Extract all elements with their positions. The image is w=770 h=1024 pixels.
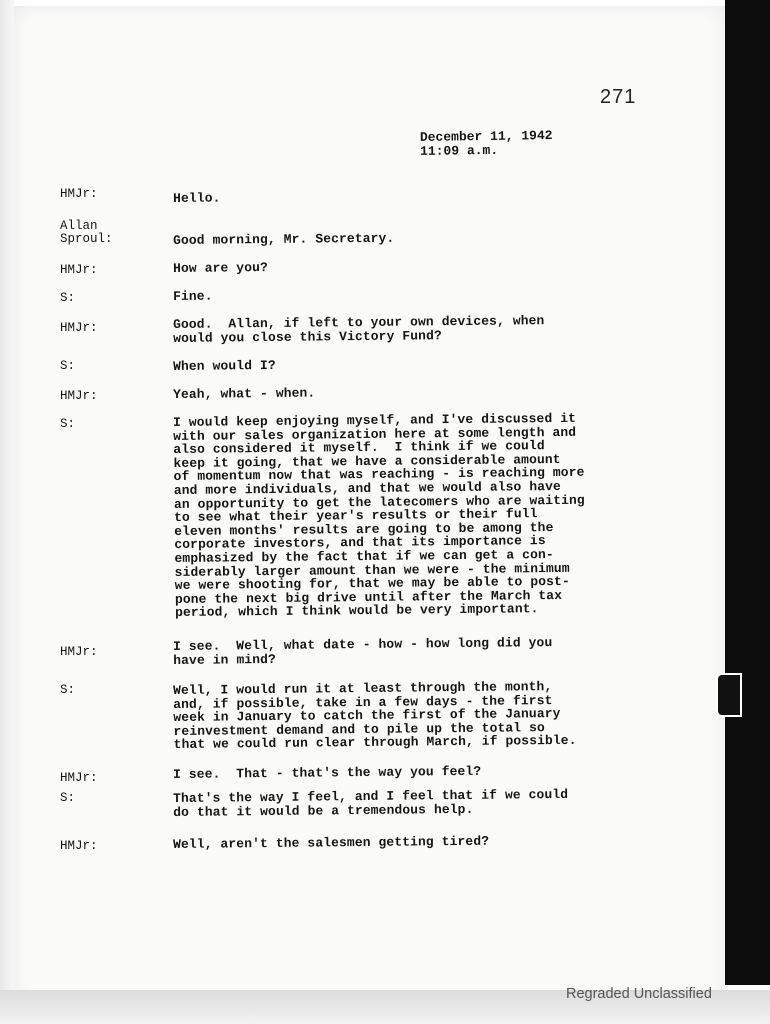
speaker-label [60, 840, 98, 853]
speaker-label-line: HMJr: [60, 645, 98, 659]
speech-text [173, 635, 673, 667]
speaker-label-line: S: [60, 359, 76, 373]
speaker-label [60, 772, 98, 785]
speech-line: eleven months' results are going to be among the [174, 519, 554, 539]
speaker-label [60, 684, 75, 697]
speech-line: keep it going, that we have a considerable amount [173, 451, 561, 471]
speech-line: corporate investors, and that its importance is [174, 533, 546, 553]
binder-tab [716, 673, 742, 717]
speaker-label [60, 220, 113, 246]
speaker-label-line: HMJr: [60, 187, 98, 201]
speech-line: an opportunity to get the latecomers who are waiting [173, 492, 585, 512]
speech-line: When would I? [172, 357, 276, 374]
speech-line: week in January to catch the first of the January [173, 706, 561, 726]
scan-right-border [725, 0, 770, 985]
page-number: 271 [600, 86, 637, 108]
speaker-label-line: S: [60, 417, 76, 431]
footer-watermark: Regraded Unclassified [566, 986, 712, 1002]
speaker-label [60, 292, 75, 305]
speaker-label-line: Allan [60, 219, 98, 233]
speech-line: of momentum now that was reaching - is reaching more [173, 465, 585, 485]
speech-line: Good morning, Mr. Secretary. [172, 230, 395, 248]
speech-line: I would keep enjoying myself, and I've discussed it [172, 410, 577, 430]
speaker-label-line: S: [60, 683, 76, 697]
speaker-label-line: HMJr: [60, 321, 98, 335]
speech-line: Fine. [172, 288, 213, 304]
speech-line: Well, aren't the salesmen getting tired? [172, 833, 490, 852]
speech-line: How are you? [172, 260, 268, 276]
speech-line: I see. That - that's the way you feel? [172, 763, 482, 782]
speech-line: with our sales organization here at some length and [173, 424, 577, 444]
speech-text [173, 411, 675, 620]
speaker-label [60, 390, 98, 403]
speech-text [173, 313, 673, 345]
speech-line: have in mind? [173, 651, 277, 668]
speech-line: I see. Well, what date - how - how long did you [172, 635, 553, 654]
speech-line: would you close this Victory Fund? [173, 327, 442, 346]
speaker-label-line: HMJr: [60, 839, 98, 853]
speech-line: and more individuals, and that we would also have [173, 478, 562, 498]
speaker-label [60, 418, 75, 431]
speech-line: to see what their year's results or their full [173, 506, 538, 526]
speaker-label [60, 360, 75, 373]
speech-line: that we could run clear through March, if possible. [173, 733, 577, 753]
speech-line: Hello. [172, 190, 221, 206]
speech-line: and, if possible, take in a few days - the first [173, 692, 553, 712]
speaker-label [60, 646, 98, 659]
speech-text [173, 679, 674, 752]
speech-line: siderably larger amount than we were - the minimum [174, 560, 570, 580]
speaker-label [60, 188, 98, 201]
speech-line: period, which I think would be very important. [174, 601, 539, 621]
speech-line: we were shooting for, that we may be able to post- [174, 573, 570, 594]
speech-text [173, 787, 673, 819]
speaker-label-line: HMJr: [60, 263, 98, 277]
speech-line: Yeah, what - when. [172, 385, 316, 402]
speaker-label [60, 264, 98, 277]
speaker-label-line: HMJr: [60, 771, 98, 785]
speaker-label [60, 792, 75, 805]
speaker-label-line: S: [60, 791, 76, 805]
speech-line: also considered it myself. I think if we could [173, 438, 545, 458]
speech-line: Well, I would run it at least through the month, [172, 679, 553, 698]
speech-line: emphasized by the fact that if we can get a con- [174, 546, 554, 566]
speech-line: Good. Allan, if left to your own devices, when [172, 313, 545, 332]
speech-line: That's the way I feel, and I feel that if we could [172, 786, 569, 806]
speaker-label-line: S: [60, 291, 76, 305]
speaker-label-line: Sproul: [60, 232, 113, 246]
speaker-label-line: HMJr: [60, 389, 98, 403]
speech-line: pone the next big drive until after the March tax [174, 587, 563, 607]
dateline [420, 129, 553, 159]
scan-left-edge [0, 0, 14, 1024]
speech-line: reinvestment demand and to pile up the total so [173, 719, 545, 739]
time: 11:09 a.m. [419, 142, 499, 159]
speech-line: do that it would be a tremendous help. [173, 801, 474, 820]
date: December 11, 1942 [419, 128, 553, 145]
speaker-label [60, 322, 98, 335]
